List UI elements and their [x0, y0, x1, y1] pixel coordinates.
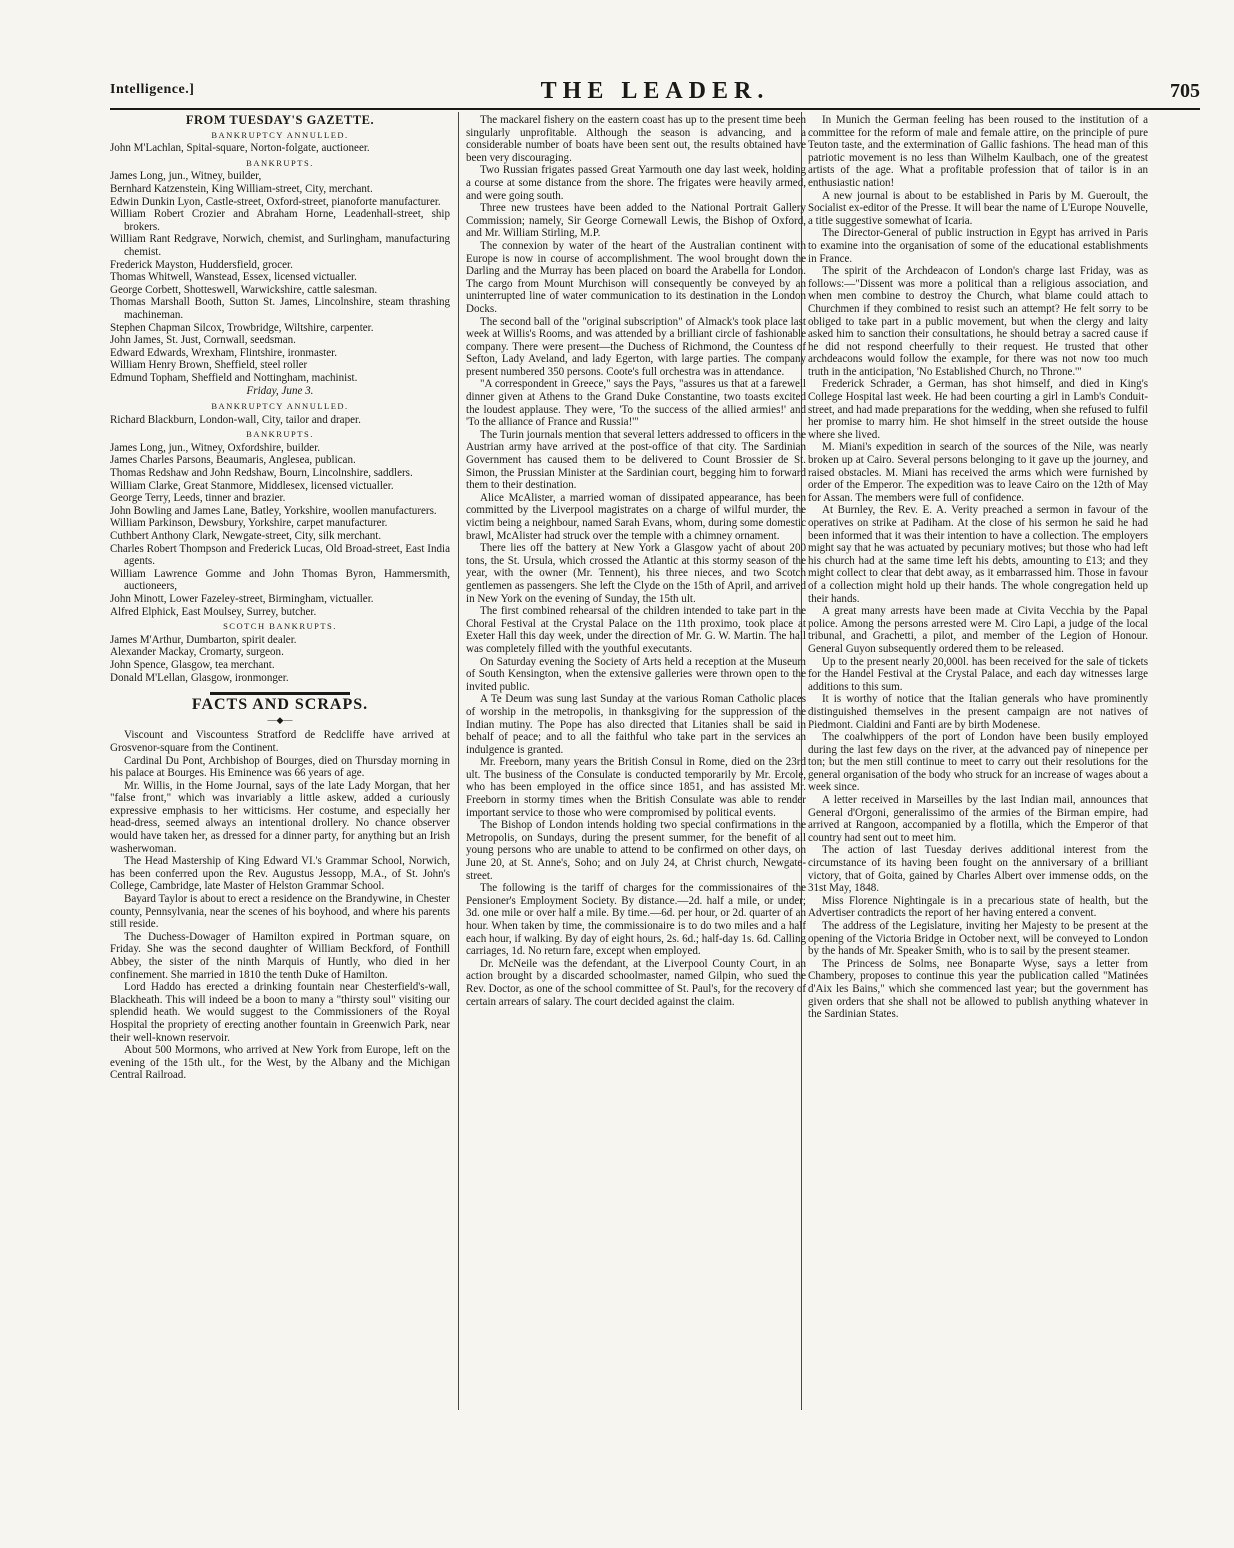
gazette-entry: Edwin Dunkin Lyon, Castle-street, Oxford-street, pianoforte manufacturer. — [110, 195, 441, 208]
bankrupts-list — [110, 170, 450, 384]
gazette-entry: Edmund Topham, Sheffield and Nottingham, machinist. — [110, 371, 358, 384]
article-paragraph: Miss Florence Nightingale is in a precarious state of health, but the Advertiser contradicts the report of her having entered a convent. — [808, 894, 1148, 920]
article-paragraph: There lies off the battery at New York a Glasgow yacht of about 200 tons, the St. Ursula, which crossed the Atlantic at this stormy season of the year, with the owner (Mr. Tennent), his three nieces, and two Scotch gentlemen as passengers. She left the Clyde on the 15th of April, and arrived in New York on the evening of Sunday, the 15th ult. — [466, 542, 806, 605]
ornament: —◆— — [267, 714, 293, 725]
article-paragraph: A great many arrests have been made at Civita Vecchia by the Papal police. Among the persons arrested were M. Ciro Lapi, a judge of the local tribunal, and Grachetti, a pilot, and member of the Legion of Honour. General Guyon subsequently ordered them to be released. — [808, 605, 1148, 655]
article-paragraph: Cardinal Du Pont, Archbishop of Bourges, died on Thursday morning in his palace at Bourges. His Eminence was 66 years of age. — [110, 754, 450, 780]
article-paragraph: A Te Deum was sung last Sunday at the various Roman Catholic places of worship in the metropolis, in thanksgiving for the suppression of the Indian mutiny. The Pope has also directed that Litanies shall be said in behalf of peace; and to all the faithful who take part in the services an indulgence is granted. — [466, 693, 806, 756]
article-paragraph: In Munich the German feeling has been roused to the institution of a committee for the reform of male and female attire, on the principle of pure Teuton taste, and the extermination of Gallic fashions. The head man of this patriotic movement is no less than Wilhelm Kaulbach, one of the greatest artists of the age. What a profitable profession that of tailor is in an enthusiastic nation! — [808, 114, 1148, 189]
header-rule — [110, 108, 1200, 110]
article-paragraph: The following is the tariff of charges for the commissionaires of the Pensioner's Employment Society. By distance.—2d. half a mile, or under; 3d. one mile or over half a mile. By time.—6d. per hour, or 2d. quarter of an hour. When taken by time, the commissionaire is to do two miles and a half each hour, if walking. By day of eight hours, 2s. 6d.; half-day 1s. 6d. Calling carriages, 1d. No return fare, except when employed. — [466, 882, 806, 958]
gazette-entry: Edward Edwards, Wrexham, Flintshire, ironmaster. — [110, 346, 337, 359]
article-paragraph: The spirit of the Archdeacon of London's charge last Friday, was as follows:—"Dissent was more a political than a religious association, and when men combine to destroy the Church, what blame could attach to Churchmen if they combined to resist such an attempt? He felt sorry to be obliged to take part in a public movement, but when the clergy and laity asked him to sanction their consultations, he should betray a sacred cause if he did not respond cheerfully to their request. He trusted that other archdeacons would follow the example, for there was not now too much truth in the anticipation, 'No Established Church, no Throne.'" — [808, 265, 1148, 378]
facts-heading: FACTS AND SCRAPS. — [191, 696, 369, 714]
section-rule — [210, 692, 350, 695]
gazette-entry: Bernhard Katzenstein, King William-street, City, merchant. — [110, 182, 373, 195]
article-paragraph: The connexion by water of the heart of the Australian continent with Europe is now in course of accomplishment. The wool brought down the Darling and the Murray has been placed on board the Arabella for London. The cargo from Mount Murchison will consequently be conveyed by an uninterrupted line of water communication to its destination in the London Docks. — [466, 239, 806, 315]
gazette-entry: John Minott, Lower Fazeley-street, Birmingham, victualler. — [110, 592, 374, 605]
article-paragraph: The coalwhippers of the port of London have been busily employed during the last few days on the river, at the advanced pay of ninepence per ton; but the men still continue to meet to carry out their resolutions for the general organisation of the body who struck for an increase of wages about a week since. — [808, 731, 1148, 794]
article-paragraph: The Duchess-Dowager of Hamilton expired in Portman square, on Friday. She was the second daughter of William Beckford, of Fonthill Abbey, the sister of the ninth Marquis of Huntly, who died in her confinement. She married in 1810 the tenth Duke of Hamilton. — [110, 930, 450, 981]
bankrupts-list — [110, 442, 450, 618]
page-header — [110, 78, 1200, 104]
gazette-entry: James Long, jun., Witney, builder, — [110, 170, 262, 183]
article-paragraph: The Turin journals mention that several letters addressed to officers in the Austrian army have arrived at the post-office of that city. The Sardinian Government has caused them to be delivered to Count Brossier de St. Simon, the Prussian Minister at the Sardinian court, begging him to forward them to their destination. — [466, 428, 806, 492]
article-paragraph: Three new trustees have been added to the National Portrait Gallery Commission; namely, Sir George Cornewall Lewis, the Bishop of Oxford, and Mr. William Stirling, M.P. — [466, 202, 806, 240]
article-paragraph: M. Miani's expedition in search of the sources of the Nile, was nearly broken up at Cairo. Several persons belonging to it gave up the journey, and raised obstacles. M. Miani has received the arms which were furnished by order of the Emperor. The expedition was to leave Cairo on the 12th of May for Assan. The members were full of confidence. — [808, 441, 1148, 504]
column-divider — [458, 112, 459, 1410]
gazette-entry: Thomas Whitwell, Wanstead, Essex, licensed victualler. — [110, 271, 357, 284]
column-2 — [466, 114, 806, 1404]
article-paragraph: Two Russian frigates passed Great Yarmouth one day last week, holding a course at some distance from the shore. The frigates were heavily armed, and were going south. — [466, 164, 806, 202]
article-paragraph: On Saturday evening the Society of Arts held a reception at the Museum of South Kensington, when the extensive galleries were thrown open to the invited public. — [466, 655, 806, 693]
gazette-entry: John James, St. Just, Cornwall, seedsman. — [110, 334, 296, 347]
column-2-articles — [466, 114, 806, 1008]
article-paragraph: The action of last Tuesday derives additional interest from the circumstance of its having been fought on the anniversary of a brilliant victory, that of Goita, gained by Charles Albert over immense odds, on the 31st May, 1848. — [808, 844, 1148, 895]
gazette-entry: Thomas Redshaw and John Redshaw, Bourn, Lincolnshire, saddlers. — [110, 467, 413, 480]
article-paragraph: It is worthy of notice that the Italian generals who have prominently distinguished themselves in the present campaign are not natives of Piedmont. Cialdini and Fanti are by birth Modenese. — [808, 693, 1148, 731]
subheading: BANKRUPTS. — [246, 429, 314, 440]
gazette-entry: George Terry, Leeds, tinner and brazier. — [110, 492, 286, 505]
page-number: 705 — [1170, 80, 1200, 102]
article-paragraph: "A correspondent in Greece," says the Pays, "assures us that at a farewell dinner given at Athens to the Grand Duke Constantine, two toasts excited the loudest applause. They were, 'To the success of the allied armies!' and 'To the alliance of France and Russia!'" — [466, 378, 806, 429]
article-paragraph: Frederick Schrader, a German, has shot himself, and died in King's College Hospital last week. He had been courting a girl in Lamb's Conduit-street, and had made preparations for the wedding, when she refused to fulfil her promise to marry him. He shot himself in the street outside the house where she lived. — [808, 378, 1148, 441]
article-paragraph: The Bishop of London intends holding two special confirmations in the Metropolis, on Sundays, during the present summer, for the benefit of all young persons who are unable to attend to be confirmed on other days, on June 20, at St. Anne's, Soho; and on July 24, at Christ church, Newgate-street. — [466, 819, 806, 882]
gazette-entry: William Robert Crozier and Abraham Horne, Leadenhall-street, ship brokers. — [110, 208, 450, 233]
gazette-entry: Alfred Elphick, East Moulsey, Surrey, butcher. — [110, 605, 317, 618]
annulled-list — [110, 142, 450, 155]
gazette-entry: James Long, jun., Witney, Oxfordshire, builder. — [110, 441, 321, 454]
gazette-entry: Donald M'Lellan, Glasgow, ironmonger. — [110, 671, 289, 684]
article-paragraph: About 500 Mormons, who arrived at New York from Europe, left on the evening of the 15th ult., for the West, by the Albany and the Michigan Central Railroad. — [110, 1044, 450, 1082]
article-paragraph: Viscount and Viscountess Stratford de Redcliffe have arrived at Grosvenor-square from the Continent. — [110, 729, 450, 754]
gazette-entry: Richard Blackburn, London-wall, City, tailor and draper. — [110, 413, 361, 426]
subheading: BANKRUPTCY ANNULLED. — [211, 401, 349, 412]
column-3-articles — [808, 114, 1148, 1021]
gazette-entry: William Clarke, Great Stanmore, Middlesex, licensed victualler. — [110, 479, 394, 492]
gazette-entry: Charles Robert Thompson and Frederick Lucas, Old Broad-street, East India agents. — [110, 542, 450, 568]
gazette-entry: Thomas Marshall Booth, Sutton St. James, Lincolnshire, steam thrashing machineman. — [110, 296, 450, 321]
annulled-list — [110, 414, 450, 427]
gazette-entry: Frederick Mayston, Huddersfield, grocer. — [110, 258, 293, 271]
article-paragraph: The Princess de Solms, nee Bonaparte Wyse, says a letter from Chambery, proposes to continue this year the publication called "Matinées d'Aix les Bains," which she commenced last year; but the government has given orders that she shall not be allowed to publish anything whatever in the Sardinian States. — [808, 957, 1148, 1021]
subheading: BANKRUPTCY ANNULLED. — [211, 129, 349, 140]
scotch-bankrupts-list — [110, 634, 450, 684]
gazette-entry: George Corbett, Shotteswell, Warwickshire, cattle salesman. — [110, 283, 378, 296]
article-paragraph: A new journal is about to be established in Paris by M. Gueroult, the Socialist ex-editor of the Presse. It will bear the name of L'Europe Nouvelle, a title suggestive somewhat of Icaria. — [808, 189, 1148, 227]
article-paragraph: The Director-General of public instruction in Egypt has arrived in Paris to examine into the organisation of some of the educational establishments in France. — [808, 227, 1148, 265]
subheading: SCOTCH BANKRUPTS. — [223, 621, 337, 632]
gazette-entry: James M'Arthur, Dumbarton, spirit dealer. — [110, 633, 297, 646]
gazette-entry: John Bowling and James Lane, Batley, Yorkshire, woollen manufacturers. — [110, 504, 437, 517]
date-line: Friday, June 3. — [246, 385, 314, 398]
gazette-entry: William Rant Redgrave, Norwich, chemist, and Surlingham, manufacturing chemist. — [110, 233, 450, 258]
gazette-entry: James Charles Parsons, Beaumaris, Anglesea, publican. — [110, 454, 356, 467]
gazette-entry: William Lawrence Gomme and John Thomas Byron, Hammersmith, auctioneers, — [110, 567, 450, 593]
gazette-entry: John Spence, Glasgow, tea merchant. — [110, 658, 275, 671]
article-paragraph: The Head Mastership of King Edward VI.'s Grammar School, Norwich, has been conferred upon the Rev. Augustus Jessopp, M.A., of St. John's College, Cambridge, late Master of Helston Grammar School. — [110, 855, 450, 893]
article-paragraph: A letter received in Marseilles by the last Indian mail, announces that General d'Orgoni, generalissimo of the armies of the Birman empire, had arrived at Rangoon, accompanied by a flotilla, which the Emperor of that country had sent out to meet him. — [808, 794, 1148, 844]
column-3 — [808, 114, 1148, 1404]
section-label: Intelligence.] — [110, 82, 195, 97]
gazette-entry: Alexander Mackay, Cromarty, surgeon. — [110, 646, 284, 659]
gazette-entry: Cuthbert Anthony Clark, Newgate-street, City, silk merchant. — [110, 530, 382, 542]
article-paragraph: Dr. McNeile was the defendant, at the Liverpool County Court, in an action brought by a discarded schoolmaster, named Gilpin, who sued the Rev. Doctor, as one of the school committee of St. Paul's, for the recovery of certain arrears of salary. The court decided against the claim. — [466, 957, 806, 1008]
article-paragraph: The address of the Legislature, inviting her Majesty to be present at the opening of the Victoria Bridge in October next, will be conveyed to London by the hands of Mr. Speaker Smith, who is to sail by the present steamer. — [808, 920, 1148, 958]
article-paragraph: The first combined rehearsal of the children intended to take part in the Choral Festival at the Crystal Palace on the 11th proximo, took place at Exeter Hall this day week, under the direction of Mr. G. W. Martin. The hall was completely filled with the youthful executants. — [466, 605, 806, 655]
gazette-entry: William Parkinson, Dewsbury, Yorkshire, carpet manufacturer. — [110, 517, 388, 530]
article-paragraph: The second ball of the "original subscription" of Almack's took place last week at Willis's Rooms, and was attended by a brilliant circle of fashionable company. There were present—the Duchess of Richmond, the Countess of Sefton, Lady Aveland, and lady Egerton, with large parties. The company present numbered 350 persons. Coote's full orchestra was in attendance. — [466, 315, 806, 378]
gazette-entry: William Henry Brown, Sheffield, steel roller — [110, 359, 308, 372]
article-paragraph: Up to the present nearly 20,000l. has been received for the sale of tickets for the Handel Festival at the Crystal Palace, and each day witnesses large additions to this sum. — [808, 655, 1148, 693]
article-paragraph: Alice McAlister, a married woman of dissipated appearance, has been committed by the Liverpool magistrates on a charge of wilful murder, the victim being a neighbour, named Sarah Evans, whom, during some domestic brawl, McAlister had struck over the temple with a chimney ornament. — [466, 491, 806, 542]
article-paragraph: Lord Haddo has erected a drinking fountain near Chesterfield's-wall, Blackheath. This will indeed be a boon to many a "thirsty soul" visiting our splendid heath. We would suggest to the Commissioners of the Royal Hospital the propriety of erecting another fountain in Greenwich Park, near their well-known reservoir. — [110, 981, 450, 1044]
article-paragraph: Mr. Willis, in the Home Journal, says of the late Lady Morgan, that her "false front," which was invariably a little askew, added a curiously expressive emphasis to her witticisms. Her costume, and especially her head-dress, seemed always an intentional drollery. No chance observer would have taken her, as dressed for a dinner party, for anything but an Irish washerwoman. — [110, 779, 450, 855]
gazette-entry: John M'Lachlan, Spital-square, Norton-folgate, auctioneer. — [110, 142, 370, 155]
article-paragraph: Mr. Freeborn, many years the British Consul in Rome, died on the 23rd ult. The business of the Consulate is conducted temporarily by Mr. Ercole, who has been employed in the office since 1851, and has assisted Mr. Freeborn in stormy times when the British Consulate was able to render important service to those who were compromised by political events. — [466, 756, 806, 819]
subheading: BANKRUPTS. — [246, 157, 314, 168]
gazette-entry: Stephen Chapman Silcox, Trowbridge, Wiltshire, carpenter. — [110, 321, 374, 334]
article-paragraph: Bayard Taylor is about to erect a residence on the Brandywine, in Chester county, Pennsylvania, near the scenes of his boyhood, and where his parents still reside. — [110, 893, 450, 931]
masthead-title: THE LEADER. — [540, 78, 770, 104]
column-1 — [110, 114, 450, 1404]
article-paragraph: At Burnley, the Rev. E. A. Verity preached a sermon in favour of the operatives on strike at Padiham. At the close of his sermon he said he had been informed that it was their intention to have a collection. The employers might say that he was actuated by pecuniary motives; but those who had left his church had at the same time left his debts, amounting to £13; and they might collect to clear that debt away, as it embarrassed him. Those in favour of a collection might hold up their hands. The whole congregation held up their hands. — [808, 504, 1148, 605]
gazette-heading: FROM TUESDAY'S GAZETTE. — [185, 114, 375, 127]
article-paragraph: The mackarel fishery on the eastern coast has up to the present time been singularly unprofitable. Although the season is advancing, and a considerable number of boats have been sent out, the results obtained have been very discouraging. — [466, 114, 806, 164]
column-1-articles — [110, 729, 450, 1082]
